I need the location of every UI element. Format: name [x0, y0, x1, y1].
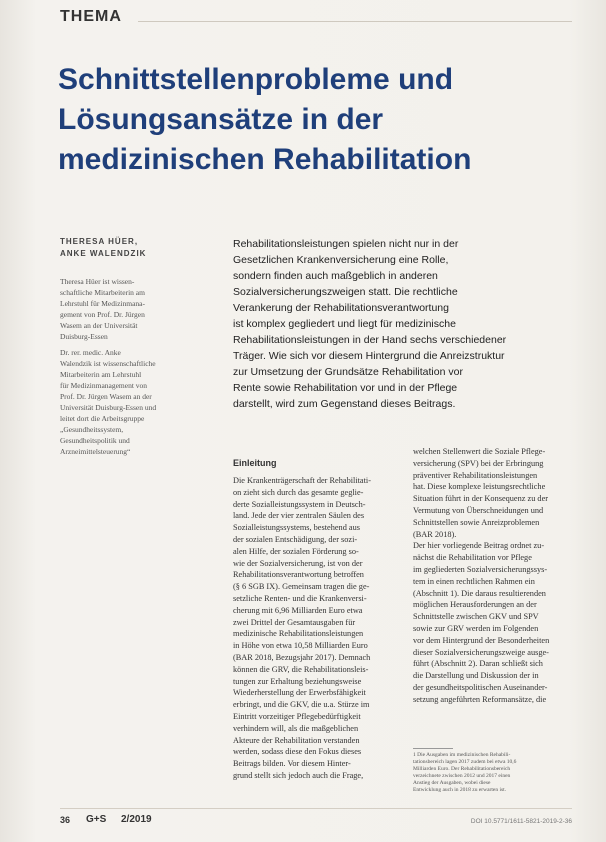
body-line: setzliche Renten- und die Krankenversi-	[233, 593, 367, 603]
body-line: grund stellt sich jedoch auch die Frage,	[233, 770, 364, 780]
section-heading: Einleitung	[233, 458, 277, 468]
body-line: vor dem Hintergrund der Besonderheiten	[413, 635, 550, 645]
body-line: Rehabilitationsverantwortung betroffen	[233, 570, 364, 580]
body-line: Situation führt in der Konsequenz zu der	[413, 494, 549, 504]
lead-line: Rehabilitationsleistungen spielen nicht nur in der	[233, 238, 459, 250]
author-bio-hueer	[60, 276, 210, 342]
body-line: (§ 6 SGB IX). Gemeinsam tragen die ge-	[233, 582, 370, 592]
authors	[60, 236, 146, 260]
body-line: Wiederherstellung der Erwerbsfähigkeit	[233, 688, 366, 698]
body-line: dieser Sozialversicherungszweige ausge-	[413, 647, 549, 657]
body-line: Schnittstelle zwischen GKV und SPV	[413, 612, 539, 622]
body-line: können die GRV, die Rehabilitationsleis-	[233, 664, 369, 674]
body-line: möglichen Herausforderungen an der	[413, 600, 537, 610]
lead-line: darstellt, wird zum Gegenstand dieses Beitrags.	[233, 398, 456, 410]
lead-line: Gesetzlichen Krankenversicherung eine Rolle,	[233, 254, 449, 266]
bio-line: Universität Duisburg-Essen und	[60, 403, 157, 412]
body-line: Akteure der Rehabilitation verstanden	[233, 735, 360, 745]
body-line: Die Krankenträgerschaft der Rehabilitati-	[233, 476, 371, 485]
body-line: zwei Drittel der Gesamtausgaben für	[233, 617, 356, 627]
body-line: (BAR 2018).	[413, 529, 457, 539]
body-line: on zieht sich durch das gesamte geglie-	[233, 487, 364, 497]
bio-line: Walendzik ist wissenschaftliche	[60, 359, 156, 368]
body-line: führt (Abschnitt 2). Daran schließt sich	[413, 659, 543, 669]
title-line: Lösungsansätze in der	[58, 103, 384, 136]
footnote-line: tationsbereich lagen 2017 zudem bei etwa 10,6	[413, 759, 517, 765]
bio-line: für Medizinmanagement von	[60, 381, 148, 390]
body-line: in Höhe von etwa 10,58 Milliarden Euro	[233, 641, 368, 651]
bio-line: Gesundheitspolitik und	[60, 436, 130, 445]
body-line: Vermutung von Überschneidungen und	[413, 505, 544, 515]
body-line: nächst die Rehabilitation vor Pflege	[413, 553, 532, 563]
body-line: alen Hilfe, der sozialen Förderung so-	[233, 546, 359, 556]
bio-line: schaftliche Mitarbeiterin am	[60, 288, 145, 297]
body-line: tungen zur Erhaltung beziehungsweise	[233, 676, 362, 686]
footnote-line: Milliarden Euro. Der Rehabilitationsbereich	[413, 766, 511, 772]
lead-paragraph	[233, 236, 563, 412]
bio-line: gement von Prof. Dr. Jürgen	[60, 310, 145, 319]
body-line: (Abschnitt 1). Die daraus resultierenden	[413, 588, 546, 598]
footnote-line: Entwicklung auch in 2018 zu erwarten ist.	[413, 787, 507, 793]
footnote-line: 1 Die Ausgaben im medizinischen Rehabili-	[413, 752, 511, 758]
section-tag: THEMA	[60, 8, 122, 25]
body-line: (BAR 2018, Bezugsjahr 2017). Demnach	[233, 652, 371, 662]
bio-line: Dr. rer. medic. Anke	[60, 348, 121, 357]
doi-reference: DOI 10.5771/1611-5821-2019-2-36	[470, 818, 572, 825]
footnote-divider	[413, 748, 453, 749]
lead-line: Rente sowie Rehabilitation vor und in der Pflege	[233, 382, 458, 394]
page-number: 36	[60, 815, 71, 825]
body-column-right	[413, 446, 563, 706]
lead-line: Verankerung der Rehabilitationsverantwortung	[233, 302, 449, 314]
footnote-line: Anstieg der Ausgaben, wobei diese	[413, 780, 491, 786]
body-line: erbringt, und die GKV, die u.a. Stürze im	[233, 700, 370, 710]
body-line: Beitrags bilden. Vor diesem Hinter-	[233, 759, 351, 769]
bio-line: Lehrstuhl für Medizinmana-	[60, 299, 145, 308]
bio-line: Theresa Hüer ist wissen-	[60, 277, 135, 286]
body-line: derte Sozialleistungssystem in Deutsch-	[233, 499, 366, 509]
bio-line: Prof. Dr. Jürgen Wasem an der	[60, 392, 152, 401]
body-line: tem in einen rechtlichen Rahmen ein	[413, 576, 535, 586]
body-line: verhindern will, als die maßgeblichen	[233, 723, 359, 733]
bio-line: „Gesundheitssystem,	[60, 425, 124, 434]
title-line: Schnittstellenprobleme und	[58, 63, 454, 96]
body-line: sowie zur GRV werden im Folgenden	[413, 623, 539, 633]
footnote	[413, 752, 563, 794]
body-line: die Darstellung und Diskussion der in	[413, 671, 539, 681]
body-line: Schnittstellen sowie Anreizproblemen	[413, 517, 540, 527]
bio-line: Mitarbeiterin am Lehrstuhl	[60, 370, 142, 379]
body-line: setzung angeführten Reformansätze, die	[413, 694, 547, 704]
lead-line: sondern finden auch maßgeblich in anderen	[233, 270, 438, 282]
body-line: Eintritt vorzeitiger Pflegebedürftigkeit	[233, 711, 361, 721]
lead-line: Träger. Wie sich vor diesem Hintergrund die Anreizstruktur	[233, 350, 505, 362]
body-line: welchen Stellenwert die Soziale Pflege-	[413, 447, 546, 456]
body-line: der sozialen Entschädigung, der sozi-	[233, 534, 358, 544]
bio-line: Duisburg-Essen	[60, 332, 108, 341]
body-line: cherung mit 6,96 Milliarden Euro etwa	[233, 605, 363, 615]
bio-line: Wasem an der Universität	[60, 321, 138, 330]
author-bio-walendzik	[60, 347, 210, 457]
author-line: ANKE WALENDZIK	[60, 249, 147, 258]
body-line: präventiver Rehabilitationsleistungen	[413, 470, 538, 480]
body-line: der gesundheitspolitischen Auseinander-	[413, 682, 548, 692]
journal-name: G+S	[86, 814, 107, 825]
body-line: werden, sodass diese den Fokus dieses	[233, 747, 362, 757]
lead-line: Sozialversicherungszweigen statt. Die rechtliche	[233, 286, 458, 298]
footer-rule	[60, 808, 572, 809]
body-line: im gegliederten Sozialversicherungssys-	[413, 564, 548, 574]
author-line: THERESA HÜER,	[60, 237, 139, 246]
body-line: hat. Diese komplexe leistungsrechtliche	[413, 482, 546, 492]
body-line: Der hier vorliegende Beitrag ordnet zu-	[413, 541, 545, 551]
body-line: wie der Sozialversicherung, ist von der	[233, 558, 363, 568]
body-line: medizinische Rehabilitationsleistungen	[233, 629, 364, 639]
article-title	[58, 60, 558, 180]
body-line: land. Jede der vier zentralen Säulen des	[233, 511, 365, 521]
bio-line: leitet dort die Arbeitsgruppe	[60, 414, 145, 423]
body-line: versicherung (SPV) bei der Erbringung	[413, 458, 544, 468]
lead-line: Rehabilitationsleistungen in der Hand sechs verschiedener	[233, 334, 507, 346]
issue-number: 2/2019	[121, 814, 152, 825]
body-line: Sozialleistungssystems, bestehend aus	[233, 523, 360, 533]
footnote-line: verzeichnete zwischen 2012 und 2017 einen	[413, 773, 511, 779]
body-column-left	[233, 475, 383, 782]
lead-line: zur Umsetzung der Grundsätze Rehabilitation vor	[233, 366, 463, 378]
header-rule	[138, 21, 572, 22]
bio-line: Arzneimittelsteuerung“	[60, 447, 131, 456]
title-line: medizinischen Rehabilitation	[58, 143, 472, 176]
lead-line: ist komplex gegliedert und liegt für medizinische	[233, 318, 456, 330]
